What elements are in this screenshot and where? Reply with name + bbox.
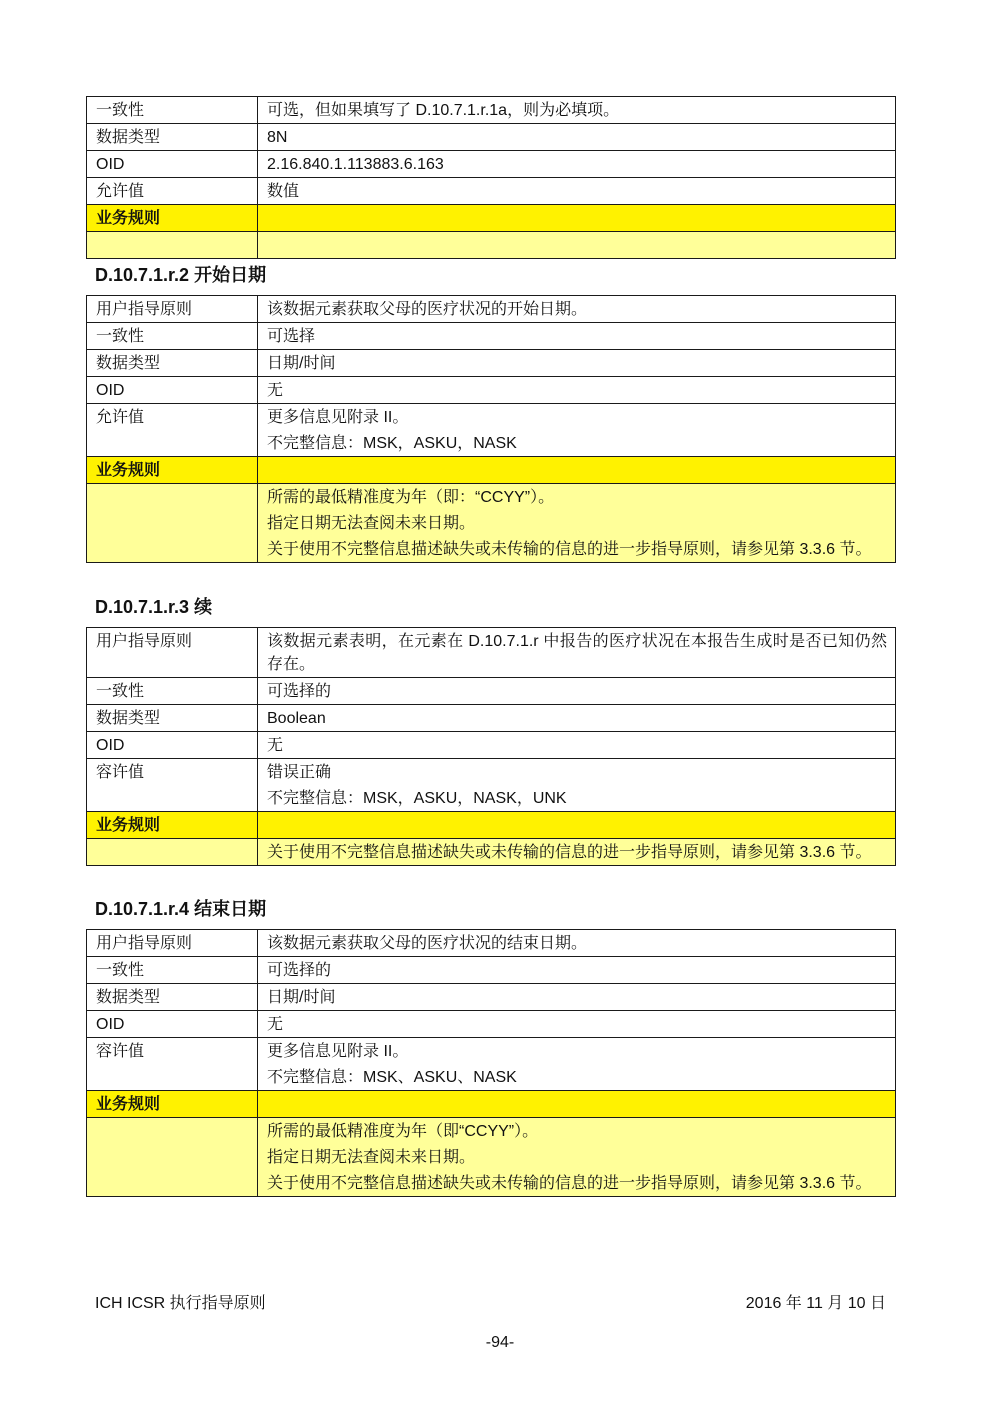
- row-label: OID: [87, 377, 258, 404]
- business-rules-text: [258, 1118, 896, 1197]
- business-rules-header-empty: [258, 812, 896, 839]
- section-title-end-date: D.10.7.1.r.4 结束日期: [95, 899, 267, 919]
- business-rules-header: [87, 457, 896, 484]
- rule-paragraph: 指定日期无法查阅未来日期。: [267, 1149, 476, 1166]
- business-rules-body: [87, 232, 896, 259]
- business-rules-body-empty: [87, 484, 258, 563]
- page-number: -94-: [485, 1334, 515, 1351]
- row-value: 8N: [258, 124, 896, 151]
- business-rules-header-empty: [258, 1091, 896, 1118]
- allowed-line: 错误正确: [267, 764, 332, 781]
- row-value: 2.16.840.1.113883.6.163: [258, 151, 896, 178]
- table-row: [87, 759, 896, 812]
- row-label: 数据类型: [87, 984, 258, 1011]
- rule-paragraph: 关于使用不完整信息描述缺失或未传输的信息的进一步指导原则，请参见第 3.3.6 节。: [267, 844, 872, 861]
- table-row: [87, 678, 896, 705]
- allowed-line: 更多信息见附录 II。: [267, 1043, 409, 1060]
- row-value-text: 该数据元素表明，在元素在 D.10.7.1.r 中报告的医疗状况在本报告生成时是否已知仍然存在。: [267, 633, 887, 673]
- table-row: [87, 97, 896, 124]
- row-value: 无: [258, 732, 896, 759]
- table-row: [87, 377, 896, 404]
- row-value: 日期/时间: [258, 984, 896, 1011]
- business-rules-text-empty: [258, 232, 896, 259]
- row-label: 用户指导原则: [87, 930, 258, 957]
- allowed-line: 不完整信息：MSK、ASKU、NASK: [267, 1069, 517, 1086]
- row-value: 可选择的: [258, 957, 896, 984]
- table-row: [87, 628, 896, 678]
- row-label: 用户指导原则: [87, 296, 258, 323]
- rule-paragraph: 关于使用不完整信息描述缺失或未传输的信息的进一步指导原则，请参见第 3.3.6 节。: [267, 541, 872, 558]
- row-value: 该数据元素获取父母的医疗状况的开始日期。: [258, 296, 896, 323]
- row-label: 允许值: [87, 178, 258, 205]
- table-row: [87, 350, 896, 377]
- row-value: 可选择的: [258, 678, 896, 705]
- row-value: 该数据元素获取父母的医疗状况的结束日期。: [258, 930, 896, 957]
- business-rules-text: [258, 839, 896, 866]
- table-row: [87, 404, 896, 457]
- row-label: 数据类型: [87, 350, 258, 377]
- business-rules-body-empty: [87, 1118, 258, 1197]
- table-row: [87, 178, 896, 205]
- table-continuing: [86, 627, 895, 866]
- footer-date: 2016 年 11 月 10 日: [745, 1295, 886, 1312]
- row-label: 数据类型: [87, 705, 258, 732]
- row-label: 容许值: [87, 1038, 258, 1091]
- row-value: 无: [258, 1011, 896, 1038]
- allowed-line: 不完整信息：MSK，ASKU，NASK: [267, 435, 517, 452]
- row-label: 允许值: [87, 404, 258, 457]
- business-rules-body-empty: [87, 232, 258, 259]
- row-value: 可选择: [258, 323, 896, 350]
- table-row: [87, 124, 896, 151]
- business-rules-body: [87, 484, 896, 563]
- table-row: [87, 957, 896, 984]
- business-rules-header-empty: [258, 205, 896, 232]
- business-rules-body-empty: [87, 839, 258, 866]
- table-start-date: [86, 295, 895, 563]
- row-value: 无: [258, 377, 896, 404]
- row-value: [258, 1038, 896, 1091]
- business-rules-body: [87, 839, 896, 866]
- row-value: [258, 628, 896, 678]
- table-row: [87, 1038, 896, 1091]
- row-label: OID: [87, 151, 258, 178]
- row-label: 用户指导原则: [87, 628, 258, 678]
- table-row: [87, 930, 896, 957]
- section-title-start-date: D.10.7.1.r.2 开始日期: [95, 265, 267, 285]
- row-label: 数据类型: [87, 124, 258, 151]
- row-value: Boolean: [258, 705, 896, 732]
- row-value: 数值: [258, 178, 896, 205]
- rule-paragraph: 关于使用不完整信息描述缺失或未传输的信息的进一步指导原则，请参见第 3.3.6 节。: [267, 1175, 872, 1192]
- table-d10-7-1-r-1-continued: [86, 96, 895, 259]
- business-rules-label: 业务规则: [87, 1091, 258, 1118]
- business-rules-header: [87, 205, 896, 232]
- row-label: 一致性: [87, 97, 258, 124]
- table-row: [87, 984, 896, 1011]
- business-rules-label: 业务规则: [87, 457, 258, 484]
- business-rules-header: [87, 812, 896, 839]
- business-rules-label: 业务规则: [87, 812, 258, 839]
- row-label: 容许值: [87, 759, 258, 812]
- allowed-line: 更多信息见附录 II。: [267, 409, 409, 426]
- section-title-continuing: D.10.7.1.r.3 续: [95, 597, 213, 617]
- table-row: [87, 296, 896, 323]
- row-value: 可选，但如果填写了 D.10.7.1.r.1a，则为必填项。: [258, 97, 896, 124]
- table-row: [87, 1011, 896, 1038]
- row-label: 一致性: [87, 957, 258, 984]
- business-rules-header: [87, 1091, 896, 1118]
- rule-paragraph: 所需的最低精准度为年（即：“CCYY”）。: [267, 489, 555, 506]
- table-end-date: [86, 929, 895, 1197]
- row-label: 一致性: [87, 678, 258, 705]
- business-rules-text: [258, 484, 896, 563]
- row-value: 日期/时间: [258, 350, 896, 377]
- allowed-line: 不完整信息：MSK，ASKU，NASK，UNK: [267, 790, 567, 807]
- table-row: [87, 323, 896, 350]
- rule-paragraph: 指定日期无法查阅未来日期。: [267, 515, 476, 532]
- table-row: [87, 151, 896, 178]
- table-row: [87, 705, 896, 732]
- row-label: 一致性: [87, 323, 258, 350]
- row-value: [258, 404, 896, 457]
- business-rules-label: 业务规则: [87, 205, 258, 232]
- business-rules-body: [87, 1118, 896, 1197]
- business-rules-header-empty: [258, 457, 896, 484]
- rule-paragraph: 所需的最低精准度为年（即“CCYY”）。: [267, 1123, 539, 1140]
- table-row: [87, 732, 896, 759]
- row-label: OID: [87, 1011, 258, 1038]
- footer-document-title: ICH ICSR 执行指导原则: [95, 1295, 266, 1312]
- row-label: OID: [87, 732, 258, 759]
- row-value: [258, 759, 896, 812]
